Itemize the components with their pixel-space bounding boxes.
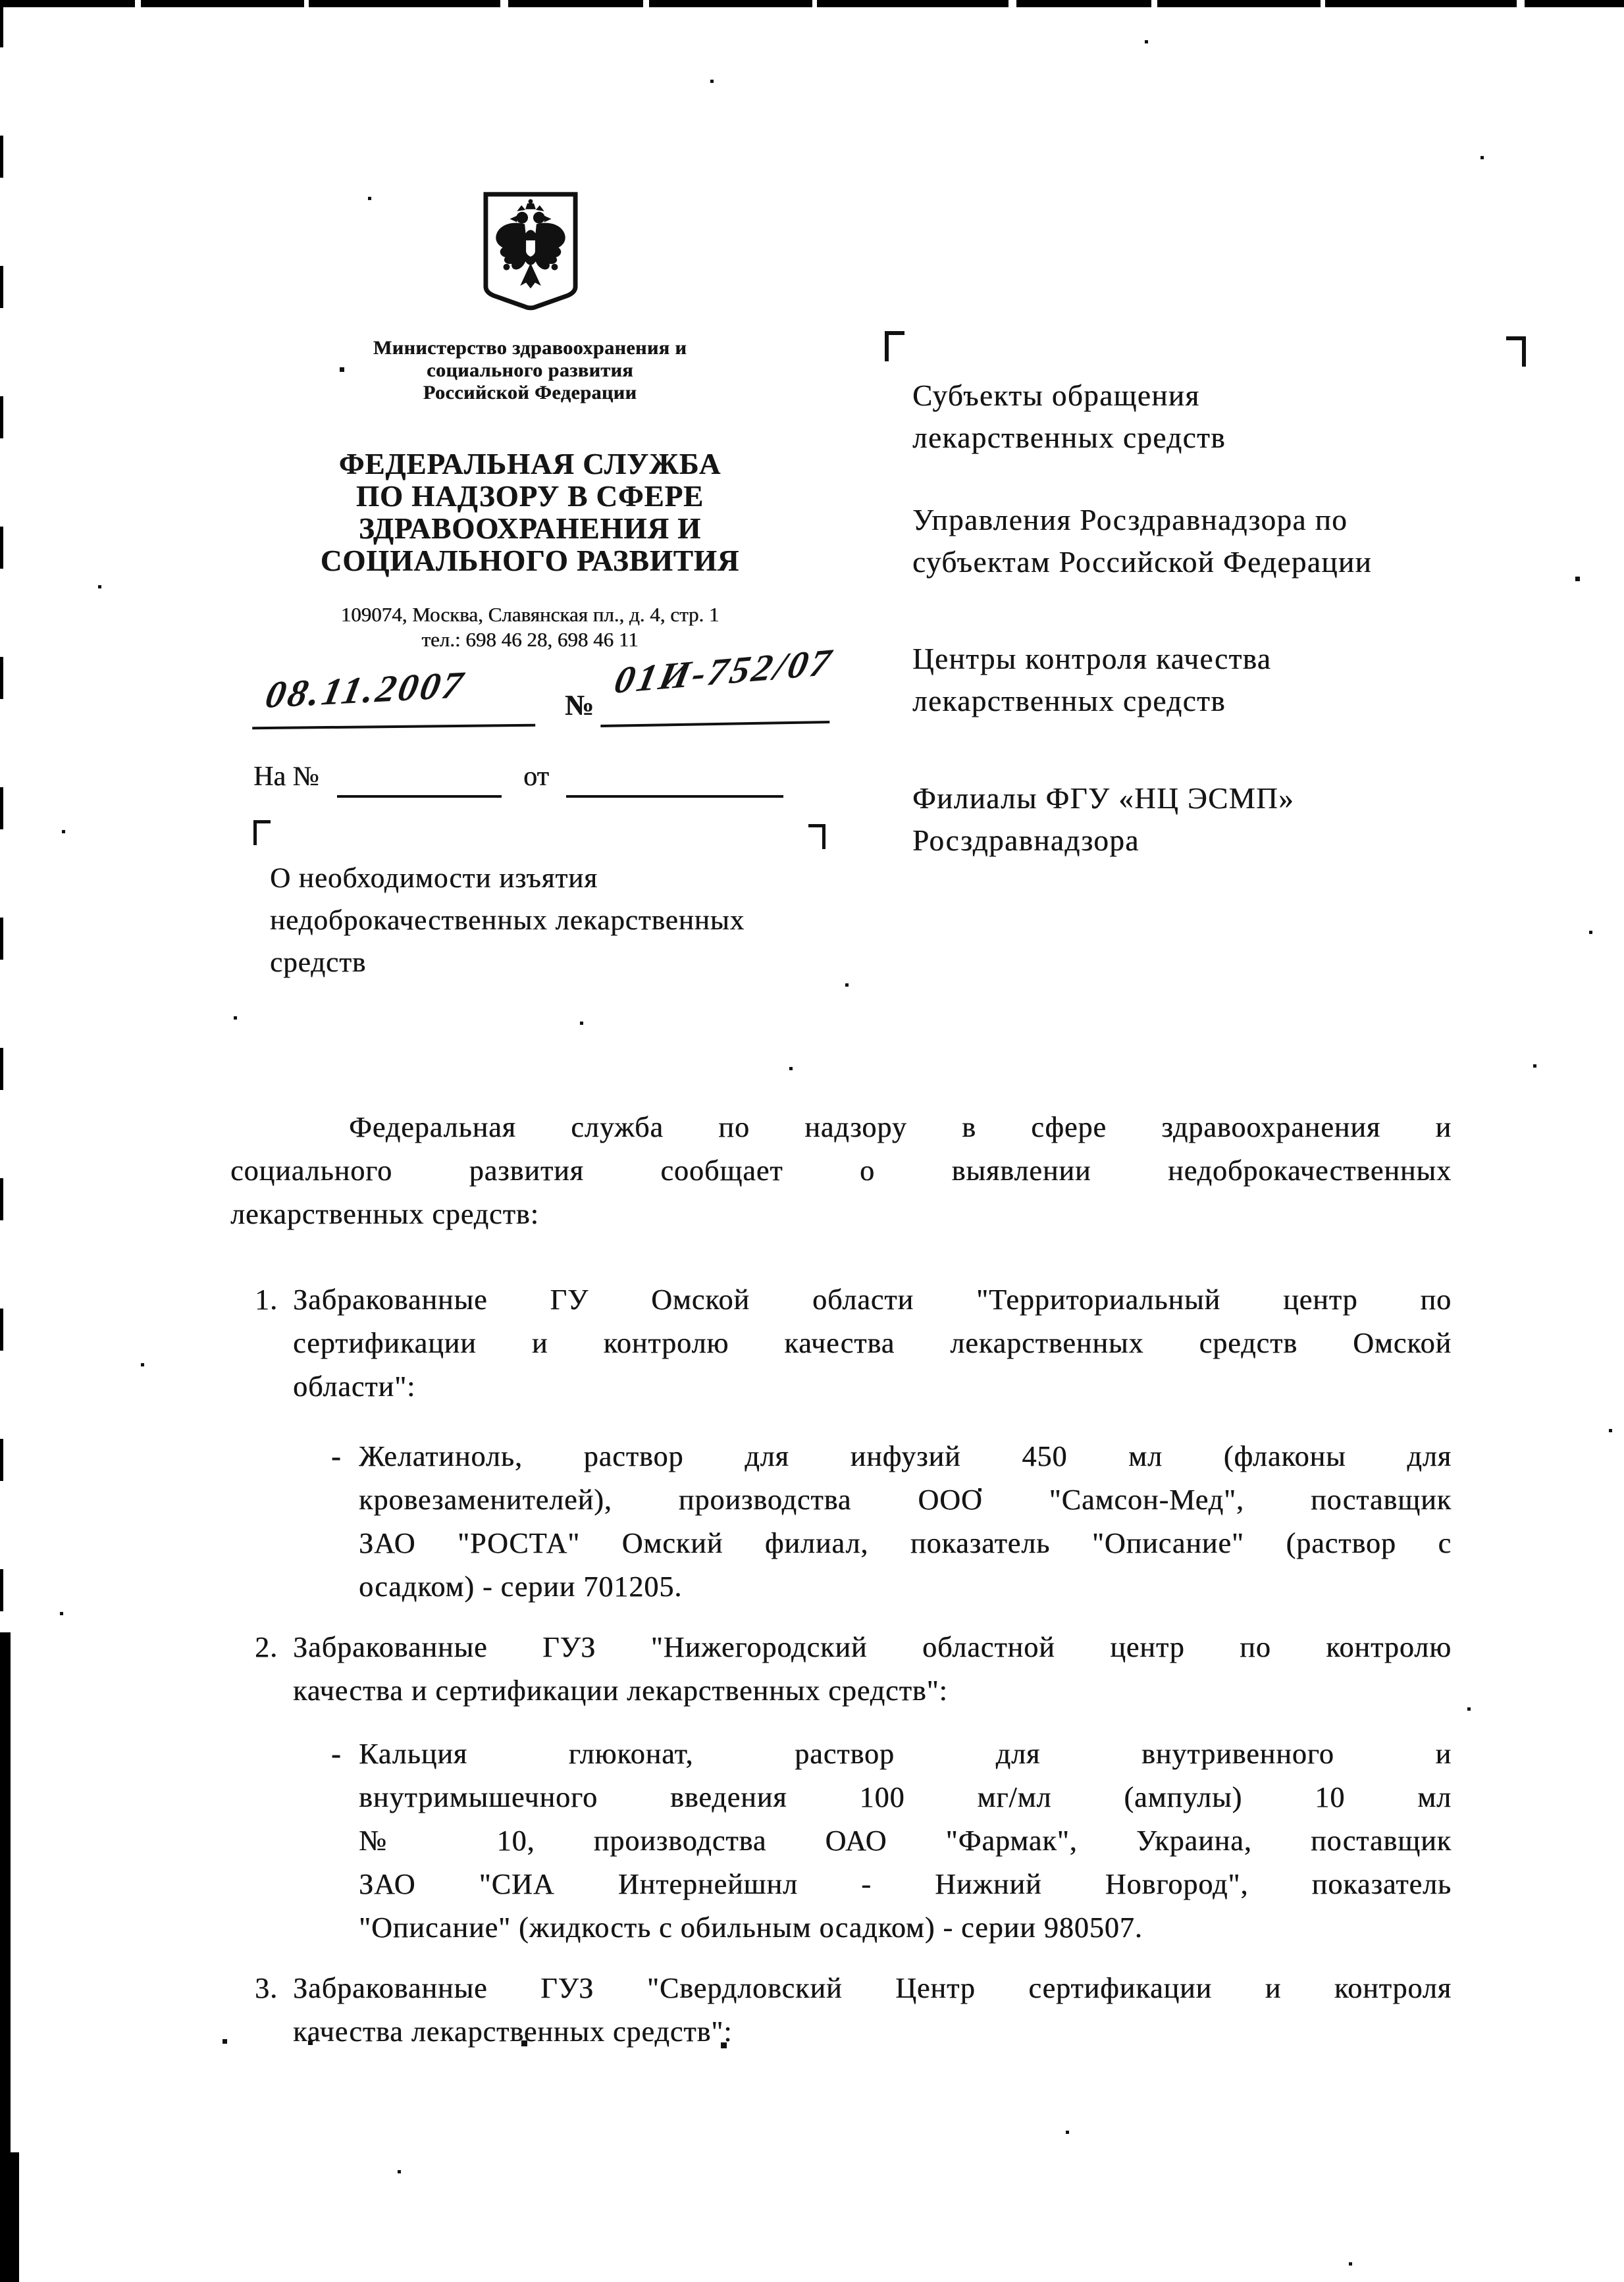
address-line: 109074, Москва, Славянская пл., д. 4, стр. 1 — [340, 603, 720, 626]
addressee-line: Управления Росздравнадзора по — [912, 504, 1348, 536]
body-line: Федеральная служба по надзору в сфере здравоохранения и — [349, 1111, 1452, 1143]
reply-ref-number-blank — [337, 771, 502, 798]
service-line: ФЕДЕРАЛЬНАЯ СЛУЖБА — [338, 448, 721, 480]
reply-ref-date-blank — [566, 771, 783, 798]
ministry-line: социального развития — [427, 359, 633, 381]
list-item-number: 1. — [255, 1284, 278, 1316]
drug-entry — [331, 1435, 1452, 1609]
list-item-3 — [255, 1967, 1452, 2054]
bullet-dash: - — [331, 1440, 342, 1472]
body-line: Забракованные ГУЗ "Свердловский Центр сертификации и контроля — [293, 1972, 1452, 2004]
body-line: Кальция глюконат, раствор для внутривенного и — [359, 1738, 1452, 1770]
body-line: осадком) - серии 701205. — [359, 1570, 683, 1603]
handwritten-outgoing-number: 01И-752/07 — [611, 640, 837, 702]
body-line: социального развития сообщает о выявлении недоброкачественных — [230, 1154, 1452, 1187]
subject-line: О необходимости изъятия — [270, 863, 598, 894]
body-line: "Описание" (жидкость с обильным осадком) - серии 980507. — [359, 1911, 1143, 1944]
body-line: внутримышечного введения 100 мг/мл (ампулы) 10 мл — [359, 1781, 1452, 1813]
reply-ref-from-label: от — [523, 762, 549, 792]
addressee-line: субъектам Российской Федерации — [912, 546, 1373, 579]
service-line: ЗДРАВООХРАНЕНИЯ И — [358, 512, 702, 545]
addressee-line: Центры контроля качества — [912, 642, 1272, 675]
reply-ref-label: На № — [253, 762, 319, 792]
list-item-2 — [255, 1626, 1452, 1713]
list-item-number: 3. — [255, 1972, 278, 2004]
body-line: Желатиноль, раствор для инфузий 450 мл (флаконы для — [359, 1440, 1452, 1472]
addressee-block — [912, 638, 1492, 722]
list-item-1 — [255, 1278, 1452, 1409]
addressee-block — [912, 777, 1492, 862]
list-item-number: 2. — [255, 1631, 278, 1663]
subject-block — [270, 858, 836, 984]
subject-line: недоброкачественных лекарственных — [270, 905, 745, 936]
ministry-name — [316, 337, 744, 404]
drug-entry — [331, 1732, 1452, 1950]
corner-mark-icon — [1506, 336, 1526, 367]
body-line: Забракованные ГУ Омской области "Территориальный центр по — [293, 1284, 1452, 1316]
addressee-line: Субъекты обращения — [912, 379, 1200, 412]
subject-line: средств — [270, 947, 367, 978]
body-line: области": — [293, 1370, 416, 1403]
body-line: качества и сертификации лекарственных средств": — [293, 1674, 948, 1707]
addressee-line: лекарственных средств — [912, 421, 1226, 454]
number-underline — [600, 697, 830, 727]
bullet-dash: - — [331, 1738, 342, 1770]
ministry-line: Российской Федерации — [423, 382, 637, 403]
russia-coat-of-arms-icon — [482, 190, 579, 312]
corner-mark-icon — [885, 331, 904, 361]
service-line: СОЦИАЛЬНОГО РАЗВИТИЯ — [320, 544, 740, 577]
corner-mark-icon — [808, 824, 825, 849]
addressee-line: Росздравнадзора — [912, 824, 1139, 857]
body-line: ЗАО "РОСТА" Омский филиал, показатель "Описание" (раствор с — [359, 1527, 1452, 1559]
body-line: кровезаменителей), производства ООО "Самсон-Мед", поставщик — [359, 1484, 1452, 1516]
body-line: № 10, производства ОАО "Фармак", Украина, поставщик — [359, 1825, 1452, 1857]
body-intro-paragraph — [230, 1106, 1452, 1236]
body-line: Забракованные ГУЗ "Нижегородский областной центр по контролю — [293, 1631, 1452, 1663]
addressee-line: Филиалы ФГУ «НЦ ЭСМП» — [912, 782, 1295, 815]
addressee-block — [912, 375, 1492, 459]
corner-mark-icon — [253, 820, 271, 845]
letterhead-address — [290, 602, 770, 652]
service-line: ПО НАДЗОРУ В СФЕРЕ — [355, 480, 704, 513]
body-line: сертификации и контролю качества лекарственных средств Омской — [293, 1327, 1452, 1359]
addressee-line: лекарственных средств — [912, 685, 1226, 717]
phone-line: тел.: 698 46 28, 698 46 11 — [421, 628, 639, 651]
scan-top-edge-artifact — [0, 0, 1624, 7]
scan-left-edge-bar-bottom — [0, 2152, 19, 2282]
body-line: лекарственных средств: — [230, 1198, 539, 1230]
body-line: качества лекарственных средств": — [293, 2015, 733, 2048]
body-line: ЗАО "СИА Интернейшнл - Нижний Новгород", показатель — [359, 1868, 1452, 1900]
ministry-line: Министерство здравоохранения и — [373, 337, 687, 359]
federal-service-name — [303, 448, 757, 577]
scan-speckles — [0, 0, 2, 2]
number-sign: № — [565, 689, 594, 721]
scan-left-edge-artifact — [0, 5, 3, 1632]
addressee-block — [912, 499, 1492, 583]
handwritten-date: 08.11.2007 — [262, 663, 469, 717]
